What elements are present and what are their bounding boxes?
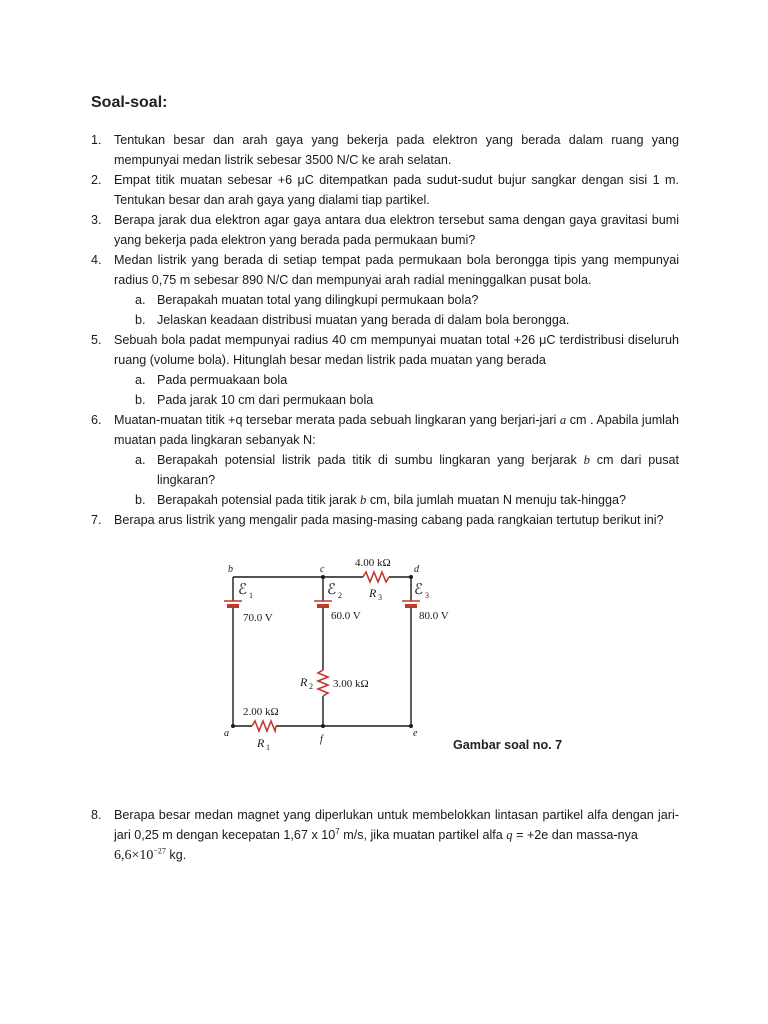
question-text — [114, 805, 679, 866]
emf2-symbol: ℰ — [327, 582, 337, 598]
variable-a: a — [559, 413, 567, 427]
text-part: m/s, jika muatan partikel alfa — [339, 828, 507, 842]
question-8 — [91, 805, 679, 866]
question-text: Empat titik muatan sebesar +6 μC ditempatkan pada sudut-sudut bujur sangkar dengan sisi 1 m. Tentukan besar dan arah gaya yang dialami tiap partikel. — [114, 173, 679, 207]
resistor-r2-subscript: 2 — [309, 682, 313, 691]
resistor-r3-value: 4.00 kΩ — [355, 557, 391, 569]
text-part: Berapakah potensial pada titik jarak — [157, 493, 361, 507]
subquestion-a — [135, 450, 679, 490]
subquestion-label: b. — [135, 313, 146, 327]
text-part: cm . Apabila jumlah muatan pada lingkaran sebanyak N: — [114, 413, 679, 447]
mass-exponent: −27 — [153, 846, 166, 856]
circuit-wires — [233, 577, 411, 726]
junction-dot-d — [409, 575, 413, 579]
subquestion-text: Jelaskan keadaan distribusi muatan yang berada di dalam bola berongga. — [157, 313, 570, 327]
text-part: Berapa besar medan magnet yang diperlukan untuk membelokkan lintasan partikel alfa dengan jari-jari 0,25 m dengan kecepatan 1,67 x 10 — [114, 808, 679, 842]
resistor-r2-value: 3.00 kΩ — [333, 678, 369, 690]
question-text: Sebuah bola padat mempunyai radius 40 cm mempunyai muatan total +26 μC terdistribusi diseluruh ruang (volume bola). Hitunglah besar medan listrik pada muatan yang berada — [114, 333, 679, 367]
variable-b: b — [360, 493, 367, 507]
subquestion-a — [135, 290, 679, 310]
question-number: 5. — [91, 333, 102, 347]
junction-dot-a — [231, 724, 235, 728]
mass-unit: kg. — [165, 848, 187, 862]
question-number: 2. — [91, 173, 102, 187]
node-label-d: d — [414, 564, 419, 575]
text-part: Muatan-muatan titik +q tersebar merata pada sebuah lingkaran yang berjari-jari — [114, 413, 560, 427]
mass-value — [114, 848, 166, 863]
exponent: 7 — [335, 826, 340, 836]
node-label-e: e — [413, 728, 418, 739]
resistor-r2 — [318, 670, 328, 696]
question-text — [114, 410, 679, 450]
variable-b: b — [583, 453, 590, 467]
question-number: 8. — [91, 808, 102, 822]
resistor-r1-label: R — [257, 736, 265, 750]
subquestion-text: Pada permuakaan bola — [157, 373, 288, 387]
question-2 — [91, 170, 679, 210]
question-7 — [91, 510, 679, 530]
question-text: Berapa jarak dua elektron agar gaya antara dua elektron tersebut sama dengan gaya gravitasi bumi yang bekerja pada elektron yang berada pada permukaan bumi? — [114, 213, 679, 247]
subquestion-label: a. — [135, 453, 146, 467]
junction-dot-c — [321, 575, 325, 579]
subquestion-label: a. — [135, 293, 146, 307]
resistor-r2-label: R — [300, 675, 308, 689]
subquestion-label: b. — [135, 393, 146, 407]
battery-emf2 — [314, 601, 332, 608]
emf3-subscript: 3 — [425, 591, 429, 600]
question-number: 1. — [91, 133, 102, 147]
subquestion-a — [135, 370, 679, 390]
text-part: cm dari pusat lingkaran? — [157, 453, 679, 487]
battery-emf1 — [224, 601, 242, 608]
text-part: = +2e dan massa-nya — [512, 828, 638, 842]
resistor-r3-label: R — [369, 586, 377, 600]
question-number: 6. — [91, 413, 102, 427]
question-1 — [91, 130, 679, 170]
question-text: Medan listrik yang berada di setiap tempat pada permukaan bola berongga tipis yang mempunyai radius 0,75 m sebesar 890 N/C dan mempunyai arah radial meninggalkan pusat bola. — [114, 253, 679, 287]
figure-caption: Gambar soal no. 7 — [453, 738, 563, 752]
question-text: Tentukan besar dan arah gaya yang bekerja pada elektron yang berada dalam ruang yang mempunyai medan listrik sebesar 3500 N/C ke arah selatan. — [114, 133, 679, 167]
emf1-symbol: ℰ — [238, 582, 248, 598]
subquestion-text: Pada jarak 10 cm dari permukaan bola — [157, 393, 374, 407]
mass-base: 6,6×10 — [114, 848, 154, 863]
node-label-a: a — [224, 728, 229, 739]
node-label-f: f — [320, 734, 323, 745]
question-text: Berapa arus listrik yang mengalir pada masing-masing cabang pada rangkaian tertutup berikut ini? — [114, 513, 664, 527]
resistor-r1-value: 2.00 kΩ — [243, 706, 279, 718]
text-part: cm, bila jumlah muatan N menuju tak-hingga? — [366, 493, 627, 507]
battery-emf3 — [402, 601, 420, 608]
variable-q: q — [506, 828, 513, 842]
circuit-diagram — [210, 555, 450, 755]
question-number: 3. — [91, 213, 102, 227]
question-3 — [91, 210, 679, 250]
subquestion-b — [135, 390, 679, 410]
node-label-b: b — [228, 564, 233, 575]
page-title: Soal-soal: — [91, 94, 168, 111]
junction-dot-f — [321, 724, 325, 728]
emf1-subscript: 1 — [249, 591, 253, 600]
question-number: 4. — [91, 253, 102, 267]
voltage-label-emf2: 60.0 V — [331, 610, 361, 622]
question-6 — [91, 410, 679, 510]
subquestion-b — [135, 310, 679, 330]
emf3-symbol: ℰ — [414, 582, 424, 598]
subquestion-label: a. — [135, 373, 146, 387]
subquestion-b — [135, 490, 679, 510]
text-part: Berapakah potensial listrik pada titik di sumbu lingkaran yang berjarak — [157, 453, 584, 467]
voltage-label-emf1: 70.0 V — [243, 612, 273, 624]
emf2-subscript: 2 — [338, 591, 342, 600]
subquestion-label: b. — [135, 493, 146, 507]
question-number: 7. — [91, 513, 102, 527]
subquestion-text: Berapakah muatan total yang dilingkupi permukaan bola? — [157, 293, 479, 307]
question-4 — [91, 250, 679, 330]
voltage-label-emf3: 80.0 V — [419, 610, 449, 622]
resistor-r3-subscript: 3 — [378, 593, 382, 602]
node-label-c: c — [320, 564, 325, 575]
question-5 — [91, 330, 679, 410]
resistor-r1-subscript: 1 — [266, 743, 270, 752]
resistor-r1 — [252, 721, 276, 731]
